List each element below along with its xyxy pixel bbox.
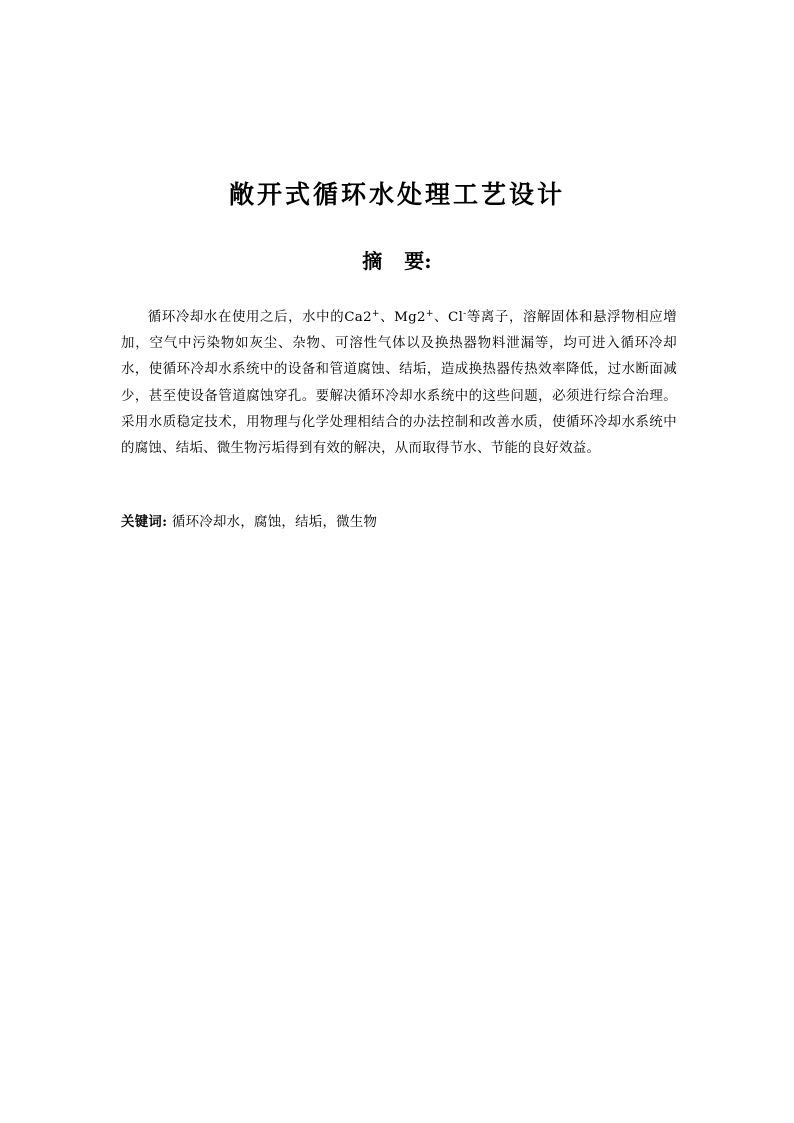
abstract-text-1: 循环冷却水在使用之后，水中的Ca2 (147, 310, 372, 325)
abstract-text-4: 等离子，溶解固体和悬浮物相应增加，空气中污染物如灰尘、杂物、可溶性气体以及换热器物料泄漏等，均可进入循环冷却水，使循环冷却水系统中的设备和管道腐蚀、结垢，造成换热器传热效率降低，过水断面减少，甚至使设备管道腐蚀穿孔。要解决循环冷却水系统中的这些问题，必须进行综合治理。采用水质稳定技术，用物理与化学处理相结合的办法控制和改善水质，使循环冷却水系统中的腐蚀、结垢、微生物污垢得到有效的解决，从而取得节水、节能的良好效益。 (121, 310, 677, 457)
abstract-heading-part2: 要: (404, 249, 432, 273)
abstract-heading (0, 247, 794, 275)
keywords-label: 关键词: (121, 514, 168, 530)
ion-charge-superscript: - (463, 309, 467, 319)
page-title: 敞开式循环水处理工艺设计 (228, 180, 565, 209)
ion-charge-superscript: + (371, 309, 380, 319)
keywords-value: 循环冷却水，腐蚀，结垢，微生物 (171, 515, 378, 530)
keywords-line (121, 509, 677, 536)
abstract-paragraph (121, 305, 677, 462)
abstract-heading-part1: 摘 (362, 249, 383, 273)
abstract-text-3: 、Cl (433, 310, 464, 325)
abstract-text-2: 、Mg2 (379, 310, 426, 325)
ion-charge-superscript: + (425, 309, 434, 319)
